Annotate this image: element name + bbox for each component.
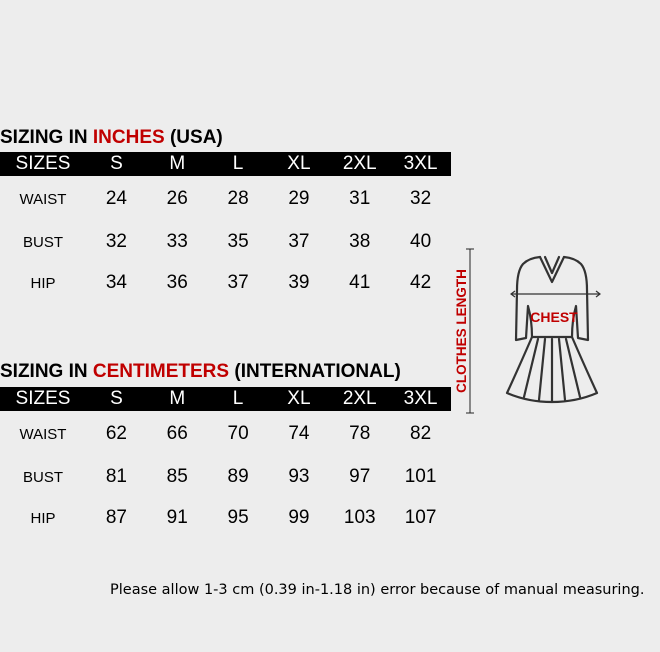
- table-cell: 62: [105, 423, 127, 444]
- table-row: [0, 411, 451, 457]
- dress-diagram: [448, 240, 618, 420]
- table-cell: 107: [404, 507, 437, 528]
- table-row: [0, 262, 451, 304]
- table-cell: 66: [166, 423, 188, 444]
- table-cell: 38: [349, 231, 371, 252]
- table-cell: 31: [349, 188, 371, 209]
- measurement-note: Please allow 1-3 cm (0.39 in-1.18 in) error because of manual measuring.: [110, 582, 645, 598]
- table-cell: 82: [410, 423, 432, 444]
- table-cell: 41: [349, 272, 371, 293]
- table-row: [0, 497, 451, 539]
- table-cell: 35: [227, 231, 249, 252]
- table-cell: 26: [166, 188, 188, 209]
- chest-label: CHEST: [530, 309, 578, 325]
- header-cell: M: [147, 387, 208, 411]
- row-label: BUST: [22, 468, 63, 486]
- table-cell: 101: [404, 466, 437, 487]
- table-row: [0, 176, 451, 222]
- table-cell: 36: [166, 272, 188, 293]
- table-cell: 32: [410, 188, 432, 209]
- table-row: [0, 222, 451, 262]
- header-cell: XL: [268, 152, 329, 176]
- inches-size-table: [0, 152, 451, 304]
- table-cell: 33: [166, 231, 188, 252]
- header-cell: L: [208, 387, 269, 411]
- row-label: HIP: [30, 274, 56, 292]
- table-cell: 39: [288, 272, 310, 293]
- table-cell: 37: [288, 231, 310, 252]
- header-cell: S: [86, 152, 147, 176]
- header-cell: 2XL: [329, 152, 390, 176]
- row-label: HIP: [30, 509, 56, 527]
- table-cell: 32: [105, 231, 127, 252]
- header-cell: 2XL: [329, 387, 390, 411]
- centimeters-size-table: [0, 387, 451, 539]
- header-cell: 3XL: [390, 387, 451, 411]
- table-cell: 91: [166, 507, 188, 528]
- table-cell: 37: [227, 272, 249, 293]
- table-header-row: [0, 387, 451, 411]
- table-cell: 81: [105, 466, 127, 487]
- dress-icon: [507, 257, 597, 402]
- table-header-row: [0, 152, 451, 176]
- table-cell: 42: [410, 272, 432, 293]
- clothes-length-label: CLOTHES LENGTH: [454, 269, 469, 393]
- header-cell: SIZES: [0, 387, 86, 411]
- table-cell: 74: [288, 423, 310, 444]
- centimeters-title: SIZING IN CENTIMETERS (INTERNATIONAL): [0, 361, 401, 382]
- table-cell: 28: [227, 188, 249, 209]
- table-cell: 95: [227, 507, 249, 528]
- table-cell: 78: [349, 423, 371, 444]
- table-cell: 85: [166, 466, 188, 487]
- table-cell: 34: [105, 272, 127, 293]
- table-cell: 24: [105, 188, 127, 209]
- table-cell: 93: [288, 466, 310, 487]
- header-cell: S: [86, 387, 147, 411]
- table-cell: 89: [227, 466, 249, 487]
- row-label: WAIST: [19, 190, 67, 208]
- row-label: BUST: [22, 233, 63, 251]
- header-cell: M: [147, 152, 208, 176]
- table-cell: 29: [288, 188, 310, 209]
- table-row: [0, 457, 451, 497]
- table-cell: 70: [227, 423, 249, 444]
- inches-title: SIZING IN INCHES (USA): [0, 127, 223, 148]
- table-cell: 99: [288, 507, 310, 528]
- row-label: WAIST: [19, 425, 67, 443]
- table-cell: 103: [343, 507, 376, 528]
- table-cell: 87: [105, 507, 127, 528]
- header-cell: SIZES: [0, 152, 86, 176]
- table-cell: 40: [410, 231, 432, 252]
- table-cell: 97: [349, 466, 371, 487]
- header-cell: L: [208, 152, 269, 176]
- header-cell: 3XL: [390, 152, 451, 176]
- header-cell: XL: [268, 387, 329, 411]
